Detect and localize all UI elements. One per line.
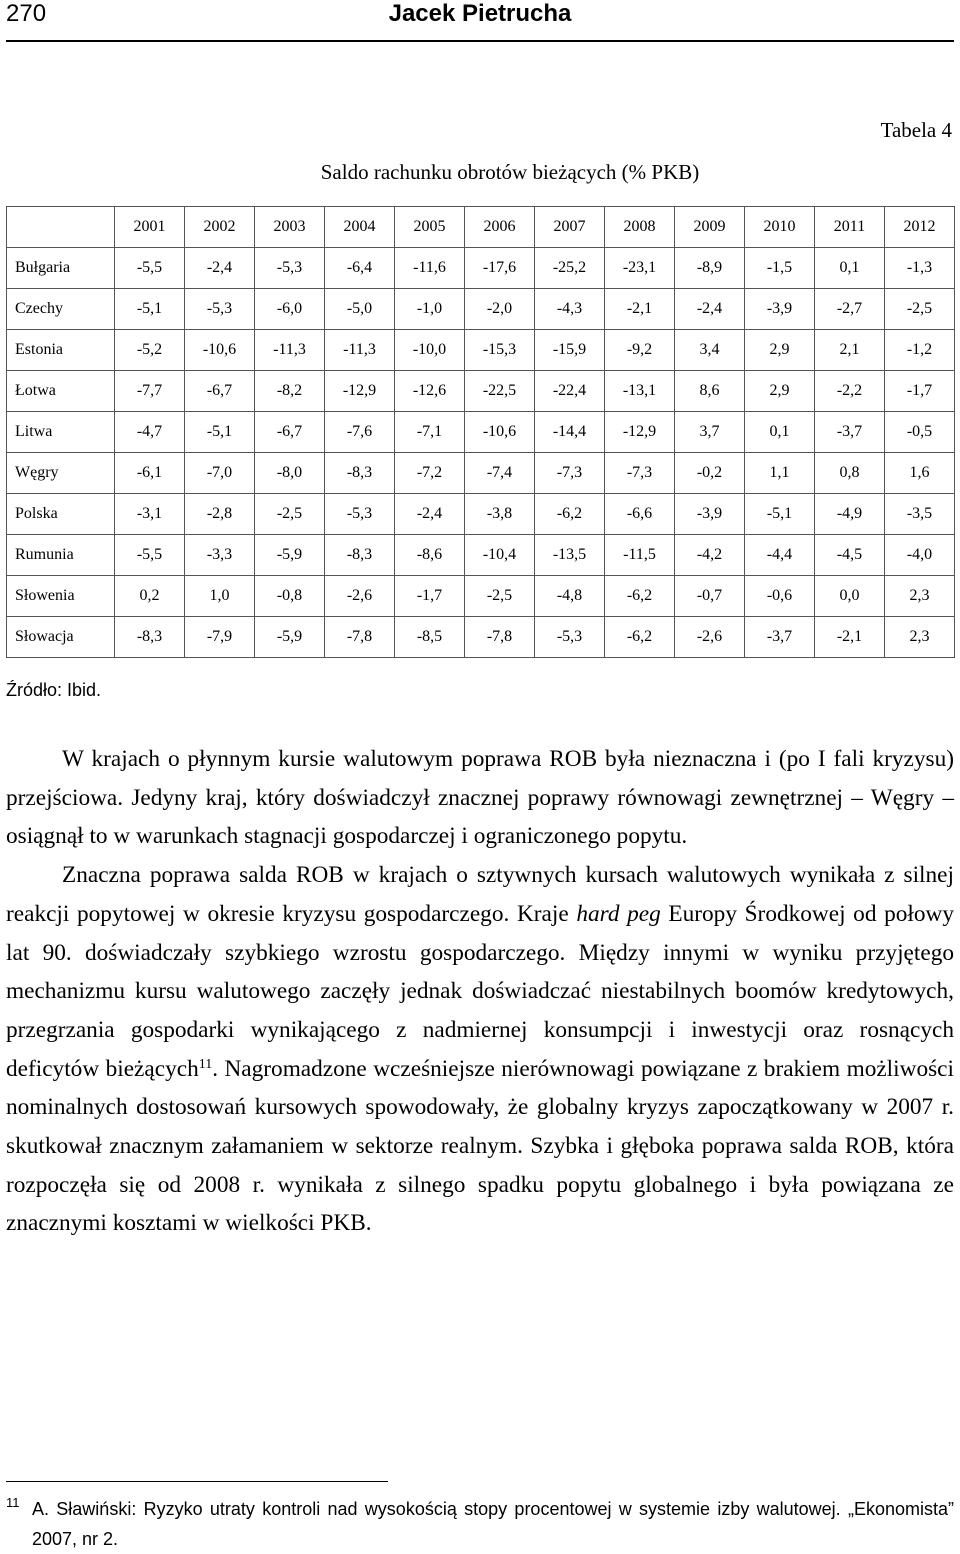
value-cell: -4,7 bbox=[115, 412, 185, 453]
value-cell: -2,8 bbox=[185, 494, 255, 535]
value-cell: -2,2 bbox=[815, 371, 885, 412]
paragraph-1-text: W krajach o płynnym kursie walutowym poprawa ROB była nieznaczna i (po I fali kryzysu) przejściowa. Jedyny kraj, który doświadczył znacznej poprawy równowagi zewnętrznej – Węgry – osiągnął to w warunkach stagnacji gospodarczej i ograniczonego popytu. bbox=[6, 746, 954, 850]
value-cell: -12,9 bbox=[325, 371, 395, 412]
paragraph-2-italic-term: hard peg bbox=[576, 900, 661, 927]
footnote-reference: 11 bbox=[198, 1056, 213, 1072]
value-cell: -6,0 bbox=[255, 289, 325, 330]
value-cell: -22,5 bbox=[465, 371, 535, 412]
year-header: 2001 bbox=[115, 207, 185, 248]
value-cell: -0,7 bbox=[675, 576, 745, 617]
value-cell: -2,6 bbox=[675, 617, 745, 658]
table-row bbox=[7, 494, 955, 535]
value-cell: -5,5 bbox=[115, 535, 185, 576]
value-cell: 8,6 bbox=[675, 371, 745, 412]
value-cell: -9,2 bbox=[605, 330, 675, 371]
value-cell: -7,0 bbox=[185, 453, 255, 494]
country-cell: Rumunia bbox=[7, 535, 115, 576]
value-cell: -5,1 bbox=[115, 289, 185, 330]
value-cell: -3,1 bbox=[115, 494, 185, 535]
value-cell: -7,3 bbox=[535, 453, 605, 494]
value-cell: -4,5 bbox=[815, 535, 885, 576]
year-header: 2007 bbox=[535, 207, 605, 248]
footnote bbox=[6, 1494, 954, 1554]
value-cell: -7,8 bbox=[325, 617, 395, 658]
value-cell: 0,1 bbox=[745, 412, 815, 453]
value-cell: 2,3 bbox=[885, 617, 955, 658]
year-header: 2008 bbox=[605, 207, 675, 248]
value-cell: -8,3 bbox=[115, 617, 185, 658]
value-cell: -8,3 bbox=[325, 535, 395, 576]
value-cell: -5,5 bbox=[115, 248, 185, 289]
value-cell: -5,2 bbox=[115, 330, 185, 371]
value-cell: -3,7 bbox=[815, 412, 885, 453]
value-cell: -3,9 bbox=[675, 494, 745, 535]
value-cell: -8,9 bbox=[675, 248, 745, 289]
value-cell: -4,9 bbox=[815, 494, 885, 535]
value-cell: -4,8 bbox=[535, 576, 605, 617]
value-cell: 3,4 bbox=[675, 330, 745, 371]
year-header: 2011 bbox=[815, 207, 885, 248]
value-cell: -6,2 bbox=[605, 576, 675, 617]
country-cell: Słowacja bbox=[7, 617, 115, 658]
value-cell: 3,7 bbox=[675, 412, 745, 453]
value-cell: -0,5 bbox=[885, 412, 955, 453]
value-cell: -7,8 bbox=[465, 617, 535, 658]
data-table bbox=[6, 206, 955, 658]
value-cell: -1,7 bbox=[395, 576, 465, 617]
value-cell: -11,5 bbox=[605, 535, 675, 576]
value-cell: 1,0 bbox=[185, 576, 255, 617]
value-cell: -1,7 bbox=[885, 371, 955, 412]
value-cell: 2,9 bbox=[745, 371, 815, 412]
value-cell: 2,3 bbox=[885, 576, 955, 617]
value-cell: -5,1 bbox=[745, 494, 815, 535]
value-cell: 2,9 bbox=[745, 330, 815, 371]
value-cell: -1,2 bbox=[885, 330, 955, 371]
value-cell: -22,4 bbox=[535, 371, 605, 412]
country-cell: Estonia bbox=[7, 330, 115, 371]
value-cell: -13,1 bbox=[605, 371, 675, 412]
value-cell: -2,1 bbox=[605, 289, 675, 330]
footnote-number: 11 bbox=[6, 1495, 20, 1510]
footnote-text: A. Sławiński: Ryzyko utraty kontroli nad wysokością stopy procentowej w systemie izby walutowej. „Ekonomista” 2007, nr 2. bbox=[32, 1499, 954, 1549]
table-row bbox=[7, 330, 955, 371]
country-cell: Słowenia bbox=[7, 576, 115, 617]
table-row bbox=[7, 371, 955, 412]
value-cell: -2,4 bbox=[185, 248, 255, 289]
country-cell: Czechy bbox=[7, 289, 115, 330]
table-row bbox=[7, 289, 955, 330]
value-cell: -8,6 bbox=[395, 535, 465, 576]
value-cell: -6,2 bbox=[605, 617, 675, 658]
value-cell: -10,0 bbox=[395, 330, 465, 371]
value-cell: -3,5 bbox=[885, 494, 955, 535]
value-cell: -7,1 bbox=[395, 412, 465, 453]
page-number: 270 bbox=[6, 0, 47, 27]
value-cell: -0,8 bbox=[255, 576, 325, 617]
body-text bbox=[6, 740, 954, 1243]
value-cell: -2,6 bbox=[325, 576, 395, 617]
value-cell: -8,3 bbox=[325, 453, 395, 494]
year-header: 2003 bbox=[255, 207, 325, 248]
paragraph bbox=[6, 856, 954, 1243]
value-cell: -2,0 bbox=[465, 289, 535, 330]
value-cell: -7,3 bbox=[605, 453, 675, 494]
table-title: Saldo rachunku obrotów bieżących (% PKB) bbox=[320, 160, 700, 184]
table-corner-cell bbox=[7, 207, 115, 248]
value-cell: -3,9 bbox=[745, 289, 815, 330]
running-header-author: Jacek Pietrucha bbox=[388, 0, 572, 27]
value-cell: -15,9 bbox=[535, 330, 605, 371]
value-cell: -11,6 bbox=[395, 248, 465, 289]
value-cell: -2,5 bbox=[885, 289, 955, 330]
table-row bbox=[7, 453, 955, 494]
value-cell: -0,2 bbox=[675, 453, 745, 494]
value-cell: -3,8 bbox=[465, 494, 535, 535]
value-cell: 1,1 bbox=[745, 453, 815, 494]
footnote-rule bbox=[6, 1481, 388, 1482]
value-cell: 0,2 bbox=[115, 576, 185, 617]
value-cell: -5,0 bbox=[325, 289, 395, 330]
header-rule bbox=[6, 40, 954, 42]
year-header: 2005 bbox=[395, 207, 465, 248]
value-cell: -7,9 bbox=[185, 617, 255, 658]
paragraph-2-text-a: Znaczna poprawa salda ROB w krajach o sztywnych kursach walutowych wynikała z silnej reakcji popytowej w okresie kryzysu gospodarczego. Kraje bbox=[6, 862, 954, 927]
value-cell: 0,0 bbox=[815, 576, 885, 617]
year-header: 2002 bbox=[185, 207, 255, 248]
value-cell: -12,9 bbox=[605, 412, 675, 453]
table-label: Tabela 4 bbox=[880, 118, 952, 142]
value-cell: -11,3 bbox=[255, 330, 325, 371]
value-cell: 2,1 bbox=[815, 330, 885, 371]
value-cell: -7,7 bbox=[115, 371, 185, 412]
value-cell: -1,0 bbox=[395, 289, 465, 330]
year-header: 2010 bbox=[745, 207, 815, 248]
table-row bbox=[7, 617, 955, 658]
value-cell: -2,4 bbox=[395, 494, 465, 535]
value-cell: -23,1 bbox=[605, 248, 675, 289]
paragraph bbox=[6, 740, 954, 856]
value-cell: -4,2 bbox=[675, 535, 745, 576]
value-cell: -14,4 bbox=[535, 412, 605, 453]
value-cell: -4,3 bbox=[535, 289, 605, 330]
value-cell: -8,5 bbox=[395, 617, 465, 658]
value-cell: -2,1 bbox=[815, 617, 885, 658]
country-cell: Litwa bbox=[7, 412, 115, 453]
country-cell: Bułgaria bbox=[7, 248, 115, 289]
value-cell: -6,7 bbox=[255, 412, 325, 453]
value-cell: -5,3 bbox=[535, 617, 605, 658]
value-cell: -4,4 bbox=[745, 535, 815, 576]
value-cell: -11,3 bbox=[325, 330, 395, 371]
year-header: 2006 bbox=[465, 207, 535, 248]
year-header: 2004 bbox=[325, 207, 395, 248]
value-cell: -2,5 bbox=[465, 576, 535, 617]
value-cell: -12,6 bbox=[395, 371, 465, 412]
paragraph-2-text-c: . Nagromadzone wcześniejsze nierównowagi powiązane z brakiem możliwości nominalnych dostosowań kursowych spowodowały, że globalny kryzys zapoczątkowany w 2007 r. skutkował znacznym załamaniem w sektorze realnym. Szybka i głęboka poprawa salda ROB, która rozpoczęła się od 2008 r. wynikała z silnego spadku popytu globalnego i była powiązana ze znacznymi kosztami w wielkości PKB. bbox=[6, 1055, 954, 1237]
value-cell: 0,1 bbox=[815, 248, 885, 289]
value-cell: -10,6 bbox=[465, 412, 535, 453]
value-cell: -5,1 bbox=[185, 412, 255, 453]
value-cell: -6,7 bbox=[185, 371, 255, 412]
country-cell: Polska bbox=[7, 494, 115, 535]
value-cell: -0,6 bbox=[745, 576, 815, 617]
value-cell: -7,6 bbox=[325, 412, 395, 453]
running-header bbox=[0, 0, 960, 40]
value-cell: -3,3 bbox=[185, 535, 255, 576]
value-cell: -25,2 bbox=[535, 248, 605, 289]
value-cell: -2,7 bbox=[815, 289, 885, 330]
paragraph-2-text-b: Europy Środkowej od połowy lat 90. doświadczały szybkiego wzrostu gospodarczego. Między innymi w wyniku przyjętego mechanizmu kursu walutowego zaczęły jednak doświadczać niestabilnych boomów kredytowych, przegrzania gospodarki wynikającego z nadmiernej konsumpcji i inwestycji oraz rosnących deficytów bieżących bbox=[6, 900, 955, 1082]
value-cell: -6,6 bbox=[605, 494, 675, 535]
value-cell: 0,8 bbox=[815, 453, 885, 494]
table-source: Źródło: Ibid. bbox=[6, 680, 102, 700]
value-cell: -3,7 bbox=[745, 617, 815, 658]
value-cell: -2,4 bbox=[675, 289, 745, 330]
value-cell: -5,3 bbox=[185, 289, 255, 330]
value-cell: 1,6 bbox=[885, 453, 955, 494]
value-cell: -5,9 bbox=[255, 617, 325, 658]
table-row bbox=[7, 576, 955, 617]
value-cell: -5,3 bbox=[325, 494, 395, 535]
table-row bbox=[7, 248, 955, 289]
value-cell: -8,2 bbox=[255, 371, 325, 412]
value-cell: -7,2 bbox=[395, 453, 465, 494]
table-header-row bbox=[7, 207, 955, 248]
value-cell: -17,6 bbox=[465, 248, 535, 289]
value-cell: -10,4 bbox=[465, 535, 535, 576]
value-cell: -5,9 bbox=[255, 535, 325, 576]
value-cell: -7,4 bbox=[465, 453, 535, 494]
value-cell: -6,2 bbox=[535, 494, 605, 535]
country-cell: Węgry bbox=[7, 453, 115, 494]
year-header: 2012 bbox=[885, 207, 955, 248]
country-cell: Łotwa bbox=[7, 371, 115, 412]
value-cell: -8,0 bbox=[255, 453, 325, 494]
value-cell: -13,5 bbox=[535, 535, 605, 576]
value-cell: -10,6 bbox=[185, 330, 255, 371]
value-cell: -2,5 bbox=[255, 494, 325, 535]
table-row bbox=[7, 535, 955, 576]
year-header: 2009 bbox=[675, 207, 745, 248]
value-cell: -1,3 bbox=[885, 248, 955, 289]
value-cell: -1,5 bbox=[745, 248, 815, 289]
value-cell: -4,0 bbox=[885, 535, 955, 576]
value-cell: -15,3 bbox=[465, 330, 535, 371]
value-cell: -5,3 bbox=[255, 248, 325, 289]
table-row bbox=[7, 412, 955, 453]
value-cell: -6,4 bbox=[325, 248, 395, 289]
value-cell: -6,1 bbox=[115, 453, 185, 494]
